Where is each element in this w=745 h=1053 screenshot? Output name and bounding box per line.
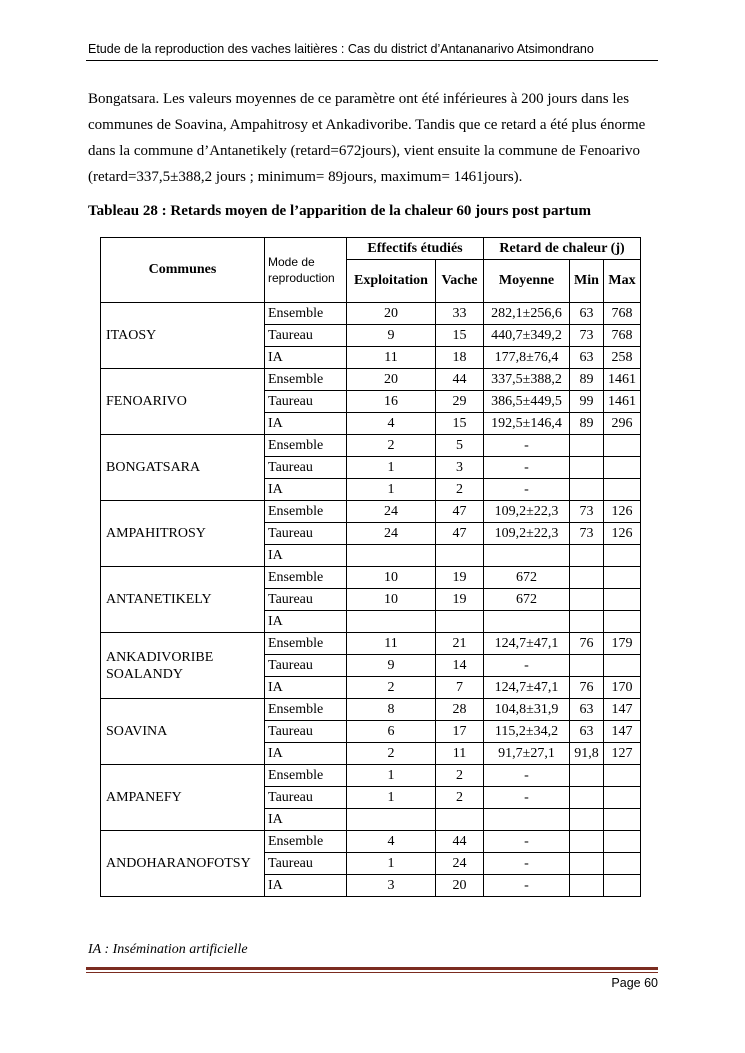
min-cell [570, 853, 604, 875]
vache-cell: 44 [436, 369, 484, 391]
min-cell [570, 831, 604, 853]
exploitation-cell: 2 [347, 677, 436, 699]
vache-cell: 11 [436, 743, 484, 765]
min-cell [570, 611, 604, 633]
min-cell [570, 655, 604, 677]
mode-cell: IA [265, 875, 347, 897]
mode-cell: Ensemble [265, 369, 347, 391]
min-cell: 76 [570, 677, 604, 699]
header-min: Min [570, 260, 604, 303]
max-cell: 170 [604, 677, 641, 699]
header-retard: Retard de chaleur (j) [484, 238, 641, 260]
moyenne-cell: - [484, 457, 570, 479]
commune-cell: ANKADIVORIBE SOALANDY [101, 633, 265, 699]
moyenne-cell: - [484, 875, 570, 897]
header-vache: Vache [436, 260, 484, 303]
exploitation-cell [347, 809, 436, 831]
footnote: IA : Insémination artificielle [88, 942, 248, 957]
mode-cell: Taureau [265, 523, 347, 545]
mode-cell: IA [265, 413, 347, 435]
commune-cell: AMPANEFY [101, 765, 265, 831]
vache-cell: 3 [436, 457, 484, 479]
header-effectifs: Effectifs étudiés [347, 238, 484, 260]
page-number: Page 60 [611, 976, 658, 990]
moyenne-cell [484, 545, 570, 567]
vache-cell: 2 [436, 787, 484, 809]
table-row [101, 699, 641, 721]
exploitation-cell: 24 [347, 501, 436, 523]
max-cell [604, 853, 641, 875]
moyenne-cell: - [484, 787, 570, 809]
max-cell: 1461 [604, 391, 641, 413]
vache-cell: 2 [436, 479, 484, 501]
exploitation-cell [347, 611, 436, 633]
mode-cell: Taureau [265, 721, 347, 743]
table-row [101, 831, 641, 853]
header-row-1 [101, 238, 641, 260]
min-cell: 99 [570, 391, 604, 413]
table-row [101, 567, 641, 589]
min-cell: 63 [570, 721, 604, 743]
vache-cell: 14 [436, 655, 484, 677]
vache-cell: 28 [436, 699, 484, 721]
max-cell: 127 [604, 743, 641, 765]
commune-cell: AMPAHITROSY [101, 501, 265, 567]
vache-cell: 47 [436, 523, 484, 545]
exploitation-cell: 11 [347, 633, 436, 655]
moyenne-cell: 672 [484, 567, 570, 589]
mode-cell: Taureau [265, 391, 347, 413]
vache-cell: 33 [436, 303, 484, 325]
moyenne-cell: - [484, 479, 570, 501]
commune-cell: BONGATSARA [101, 435, 265, 501]
exploitation-cell: 2 [347, 743, 436, 765]
max-cell: 126 [604, 523, 641, 545]
mode-cell: IA [265, 611, 347, 633]
min-cell: 63 [570, 303, 604, 325]
vache-cell [436, 809, 484, 831]
vache-cell: 7 [436, 677, 484, 699]
vache-cell: 15 [436, 413, 484, 435]
commune-cell: ANTANETIKELY [101, 567, 265, 633]
max-cell [604, 787, 641, 809]
moyenne-cell: - [484, 765, 570, 787]
max-cell: 768 [604, 325, 641, 347]
vache-cell: 15 [436, 325, 484, 347]
vache-cell: 5 [436, 435, 484, 457]
table-row [101, 435, 641, 457]
data-table [100, 237, 641, 897]
exploitation-cell: 9 [347, 325, 436, 347]
vache-cell: 2 [436, 765, 484, 787]
footer-divider-thin [86, 972, 658, 973]
max-cell: 179 [604, 633, 641, 655]
min-cell [570, 567, 604, 589]
mode-cell: Taureau [265, 589, 347, 611]
mode-cell: Ensemble [265, 633, 347, 655]
max-cell [604, 655, 641, 677]
min-cell: 76 [570, 633, 604, 655]
max-cell [604, 479, 641, 501]
moyenne-cell: - [484, 435, 570, 457]
max-cell [604, 545, 641, 567]
commune-cell: ITAOSY [101, 303, 265, 369]
header-mode: Mode de reproduction [265, 238, 347, 303]
header-moyenne: Moyenne [484, 260, 570, 303]
min-cell [570, 787, 604, 809]
commune-cell: FENOARIVO [101, 369, 265, 435]
exploitation-cell: 3 [347, 875, 436, 897]
vache-cell: 18 [436, 347, 484, 369]
table-row [101, 633, 641, 655]
max-cell [604, 831, 641, 853]
vache-cell [436, 545, 484, 567]
moyenne-cell: 115,2±34,2 [484, 721, 570, 743]
header-max: Max [604, 260, 641, 303]
exploitation-cell: 8 [347, 699, 436, 721]
vache-cell: 19 [436, 567, 484, 589]
exploitation-cell: 16 [347, 391, 436, 413]
exploitation-cell: 1 [347, 765, 436, 787]
min-cell [570, 479, 604, 501]
exploitation-cell: 11 [347, 347, 436, 369]
table-row [101, 303, 641, 325]
moyenne-cell: 104,8±31,9 [484, 699, 570, 721]
min-cell [570, 457, 604, 479]
mode-cell: Ensemble [265, 699, 347, 721]
moyenne-cell: 337,5±388,2 [484, 369, 570, 391]
header-communes: Communes [101, 238, 265, 303]
max-cell: 126 [604, 501, 641, 523]
exploitation-cell: 4 [347, 413, 436, 435]
running-header: Etude de la reproduction des vaches laitières : Cas du district d’Antananarivo Atsimondrano [88, 42, 594, 56]
max-cell [604, 457, 641, 479]
vache-cell: 20 [436, 875, 484, 897]
max-cell: 768 [604, 303, 641, 325]
moyenne-cell: - [484, 831, 570, 853]
max-cell [604, 589, 641, 611]
min-cell: 89 [570, 369, 604, 391]
mode-cell: Taureau [265, 853, 347, 875]
max-cell [604, 567, 641, 589]
max-cell: 1461 [604, 369, 641, 391]
moyenne-cell: 109,2±22,3 [484, 523, 570, 545]
exploitation-cell [347, 545, 436, 567]
max-cell [604, 765, 641, 787]
min-cell [570, 589, 604, 611]
vache-cell: 29 [436, 391, 484, 413]
max-cell: 296 [604, 413, 641, 435]
moyenne-cell [484, 809, 570, 831]
mode-cell: IA [265, 545, 347, 567]
moyenne-cell: - [484, 655, 570, 677]
footer-divider-thick [86, 967, 658, 970]
max-cell: 258 [604, 347, 641, 369]
table-row [101, 765, 641, 787]
header-divider [86, 60, 658, 61]
mode-cell: Ensemble [265, 501, 347, 523]
exploitation-cell: 24 [347, 523, 436, 545]
exploitation-cell: 20 [347, 369, 436, 391]
min-cell [570, 765, 604, 787]
max-cell [604, 875, 641, 897]
exploitation-cell: 4 [347, 831, 436, 853]
moyenne-cell: 91,7±27,1 [484, 743, 570, 765]
mode-cell: Ensemble [265, 435, 347, 457]
moyenne-cell: 440,7±349,2 [484, 325, 570, 347]
moyenne-cell [484, 611, 570, 633]
vache-cell: 19 [436, 589, 484, 611]
mode-cell: IA [265, 347, 347, 369]
exploitation-cell: 9 [347, 655, 436, 677]
exploitation-cell: 2 [347, 435, 436, 457]
max-cell: 147 [604, 721, 641, 743]
mode-cell: Ensemble [265, 765, 347, 787]
moyenne-cell: 124,7±47,1 [484, 633, 570, 655]
table-caption: Tableau 28 : Retards moyen de l’apparition de la chaleur 60 jours post partum [88, 203, 591, 219]
vache-cell: 44 [436, 831, 484, 853]
mode-cell: IA [265, 809, 347, 831]
moyenne-cell: 124,7±47,1 [484, 677, 570, 699]
max-cell [604, 809, 641, 831]
mode-cell: Taureau [265, 655, 347, 677]
moyenne-cell: 177,8±76,4 [484, 347, 570, 369]
mode-cell: IA [265, 479, 347, 501]
exploitation-cell: 6 [347, 721, 436, 743]
moyenne-cell: 386,5±449,5 [484, 391, 570, 413]
exploitation-cell: 10 [347, 589, 436, 611]
moyenne-cell: 192,5±146,4 [484, 413, 570, 435]
max-cell: 147 [604, 699, 641, 721]
mode-cell: Taureau [265, 787, 347, 809]
moyenne-cell: 282,1±256,6 [484, 303, 570, 325]
body-paragraph: Bongatsara. Les valeurs moyennes de ce paramètre ont été inférieures à 200 jours dans les communes de Soavina, Ampahitrosy et Ankadivoribe. Tandis que ce retard a été plus énorme dans la commune d’Antanetikely (retard=672jours), vient ensuite la commune de Fenoarivo (retard=337,5±388,2 jours ; minimum= 89jours, maximum= 1461jours). [88, 91, 646, 185]
min-cell: 73 [570, 325, 604, 347]
mode-cell: Ensemble [265, 831, 347, 853]
mode-cell: IA [265, 677, 347, 699]
min-cell [570, 875, 604, 897]
min-cell: 73 [570, 523, 604, 545]
max-cell [604, 611, 641, 633]
mode-cell: Taureau [265, 325, 347, 347]
exploitation-cell: 1 [347, 853, 436, 875]
min-cell [570, 435, 604, 457]
min-cell [570, 809, 604, 831]
vache-cell: 47 [436, 501, 484, 523]
table-row [101, 501, 641, 523]
exploitation-cell: 10 [347, 567, 436, 589]
max-cell [604, 435, 641, 457]
exploitation-cell: 1 [347, 479, 436, 501]
table-row [101, 369, 641, 391]
vache-cell: 24 [436, 853, 484, 875]
table-body [101, 303, 641, 897]
min-cell: 89 [570, 413, 604, 435]
moyenne-cell: 109,2±22,3 [484, 501, 570, 523]
min-cell: 63 [570, 699, 604, 721]
commune-cell: ANDOHARANOFOTSY [101, 831, 265, 897]
header-exploitation: Exploitation [347, 260, 436, 303]
mode-cell: Ensemble [265, 567, 347, 589]
min-cell [570, 545, 604, 567]
vache-cell [436, 611, 484, 633]
mode-cell: Taureau [265, 457, 347, 479]
mode-cell: IA [265, 743, 347, 765]
exploitation-cell: 1 [347, 787, 436, 809]
vache-cell: 21 [436, 633, 484, 655]
min-cell: 63 [570, 347, 604, 369]
moyenne-cell: - [484, 853, 570, 875]
moyenne-cell: 672 [484, 589, 570, 611]
vache-cell: 17 [436, 721, 484, 743]
min-cell: 91,8 [570, 743, 604, 765]
commune-cell: SOAVINA [101, 699, 265, 765]
min-cell: 73 [570, 501, 604, 523]
mode-cell: Ensemble [265, 303, 347, 325]
exploitation-cell: 20 [347, 303, 436, 325]
exploitation-cell: 1 [347, 457, 436, 479]
